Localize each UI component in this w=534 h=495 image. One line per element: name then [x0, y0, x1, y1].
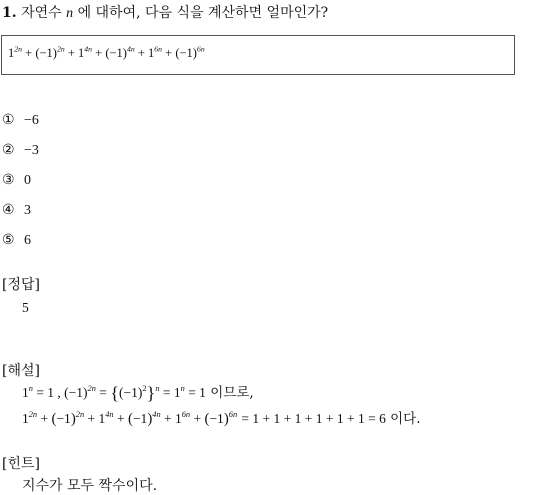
question-text-before: 자연수: [21, 5, 62, 21]
choice-mark: ②: [2, 142, 15, 158]
choice-1[interactable]: [2, 112, 39, 129]
choice-value: 0: [24, 173, 31, 188]
answer-value: 5: [22, 300, 29, 315]
question-variable: n: [66, 6, 74, 21]
question-text-after: 에 대하여, 다음 식을 계산하면 얼마인가?: [77, 5, 329, 21]
explanation-math-2: $1^{2n} + (-1)^{2n} + 1^{4n} + (-1)^{4n} + 1^{6n} + (-1)^{6n}$: [22, 410, 238, 427]
explanation-result: = 1 + 1 + 1 + 1 + 1 + 1 = 6: [241, 411, 386, 426]
expression: [8, 46, 205, 61]
choice-value: 3: [24, 203, 31, 218]
choice-mark: ①: [2, 112, 15, 128]
choice-3[interactable]: [2, 172, 31, 189]
plus-operator: +: [137, 46, 145, 60]
term-6: $(-1)^{6n}$: [175, 44, 205, 60]
term-1: $1^{2n}$: [8, 44, 22, 60]
plus-operator: +: [25, 46, 33, 60]
choice-2[interactable]: [2, 142, 39, 159]
question-stem: [2, 2, 328, 22]
explanation-line-1: [22, 381, 254, 404]
term-3: $1^{4n}$: [78, 44, 92, 60]
plus-operator: +: [95, 46, 103, 60]
hint-text: 지수가 모두 짝수이다.: [22, 478, 158, 494]
choice-mark: ③: [2, 172, 15, 188]
choice-mark: ④: [2, 202, 15, 218]
term-5: $1^{6n}$: [148, 44, 162, 60]
explanation-line-2: [22, 407, 421, 428]
choice-5[interactable]: [2, 232, 31, 249]
choice-value: −6: [24, 113, 39, 128]
explanation-line-2-suffix: 이다.: [390, 411, 421, 427]
plus-operator: +: [67, 46, 75, 60]
term-2: $(-1)^{2n}$: [35, 44, 65, 60]
explanation-line-1-suffix: 이므로,: [210, 385, 254, 401]
choice-mark: ⑤: [2, 232, 15, 248]
explanation-math-1: $1^n = 1$ , $(-1)^{2n} = \{(-1)^2\}^n = 1^n = 1$: [22, 383, 206, 404]
choice-value: −3: [24, 143, 39, 158]
term-4: $(-1)^{4n}$: [105, 44, 135, 60]
explanation-label: [해설]: [2, 363, 40, 379]
hint-label: [힌트]: [2, 456, 40, 472]
plus-operator: +: [165, 46, 173, 60]
choice-value: 6: [24, 233, 31, 248]
answer-label: [정답]: [2, 277, 40, 293]
expression-box: [1, 35, 515, 75]
choice-4[interactable]: [2, 202, 31, 219]
question-number: 1.: [2, 5, 17, 21]
